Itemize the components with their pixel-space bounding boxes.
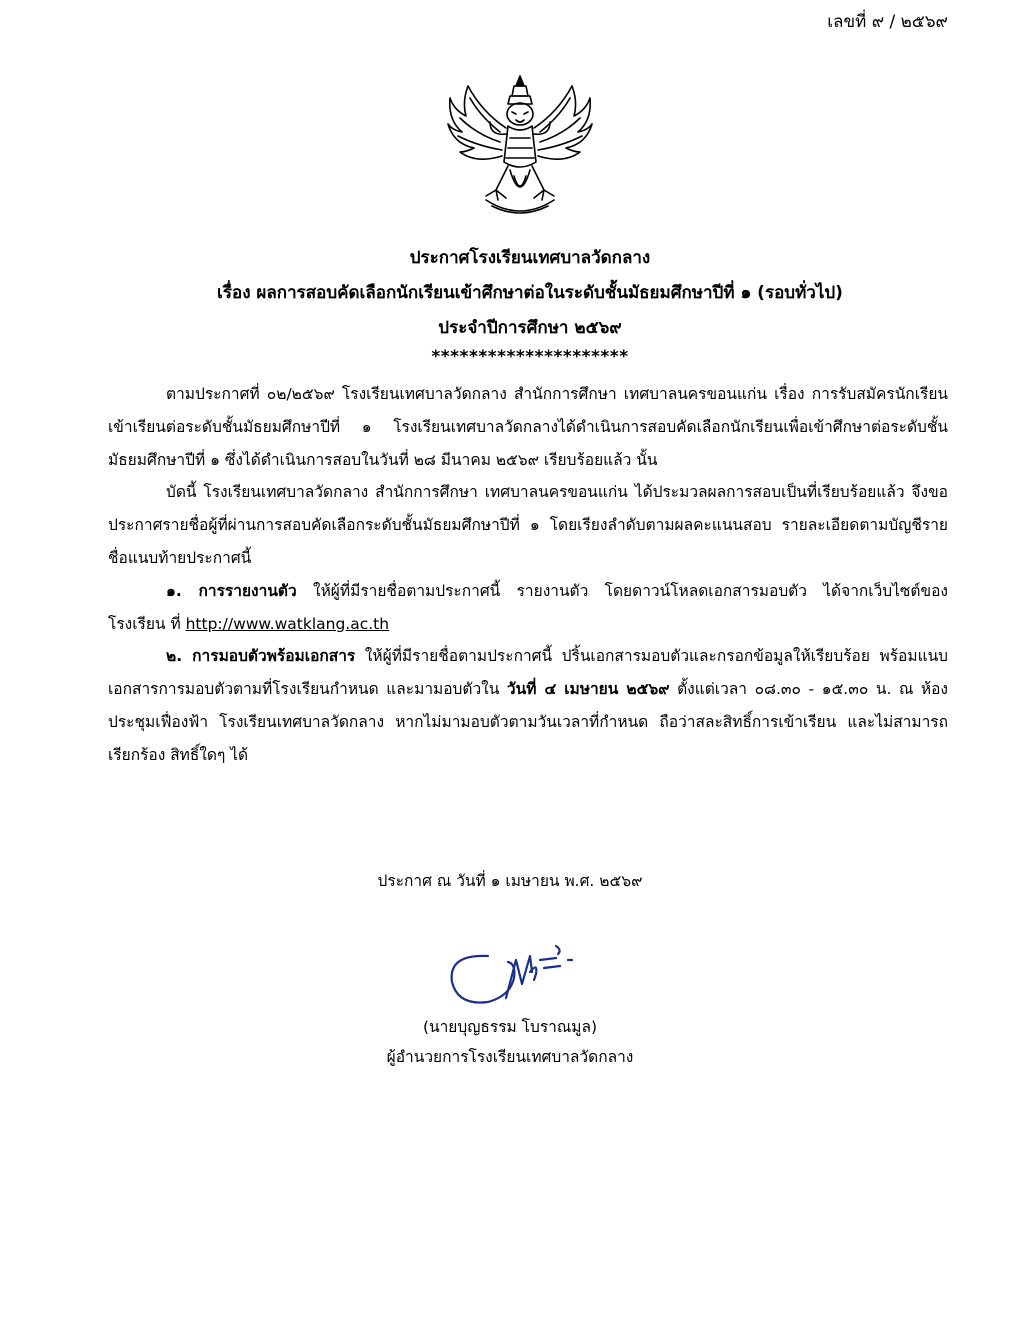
document-number: เลขที่ ๙ / ๒๕๖๙ — [827, 12, 948, 32]
academic-year: ประจำปีการศึกษา ๒๕๖๙ — [438, 318, 622, 338]
item-1-report — [108, 575, 948, 641]
signature-image — [444, 938, 584, 1010]
signer-name: (นายบุญธรรม โบราณมูล) — [422, 1018, 598, 1036]
item-2-text: ให้ผู้ที่มีรายชื่อตามประกาศนี้ ปริ้นเอกสารมอบตัวและกรอกข้อมูลให้เรียบร้อย พร้อมแนบเอกสารการมอบตัวตามที่โรงเรียนกำหนด และมามอบตัวใน — [108, 647, 948, 699]
item-1-text: ให้ผู้ที่มีรายชื่อตามประกาศนี้ รายงานตัว โดยดาวน์โหลดเอกสารมอบตัว ได้จากเว็บไซต์ของโรงเรียน ที่ — [108, 581, 948, 633]
paragraph-2: บัดนี้ โรงเรียนเทศบาลวัดกลาง สำนักการศึกษา เทศบาลนครขอนแก่น ได้ประมวลผลการสอบเป็นที่เรียบร้อยแล้ว จึงขอประกาศรายชื่อผู้ที่ผ่านการสอบคัดเลือกระดับชั้นมัธยมศึกษาปีที่ ๑ โดยเรียงลำดับตามผลคะแนนสอบ รายละเอียดตามบัญชีรายชื่อแนบท้ายประกาศนี้ — [108, 483, 948, 567]
school-website-link[interactable]: http://www.watklang.ac.th — [185, 614, 390, 633]
item-1-label: ๑. การรายงานตัว — [166, 581, 297, 600]
garuda-emblem-icon — [446, 72, 594, 224]
signer-position: ผู้อำนวยการโรงเรียนเทศบาลวัดกลาง — [386, 1048, 634, 1066]
item-2-text-cont: ตั้งแต่เวลา ๐๘.๓๐ - ๑๕.๓๐ น. ณ ห้องประชุมเฟื่องฟ้า โรงเรียนเทศบาลวัดกลาง หากไม่มามอบตัวตามวันเวลาที่กำหนด ถือว่าสละสิทธิ์การเข้าเรียน และไม่สามารถเรียกร้อง สิทธิ์ใดๆ ได้ — [108, 680, 948, 764]
item-2-enrollment — [108, 640, 948, 771]
announcement-body — [108, 378, 948, 772]
star-separator: ********************* — [431, 347, 629, 367]
item-2-date: วันที่ ๔ เมษายน ๒๕๖๙ — [506, 680, 670, 699]
paragraph-1: ตามประกาศที่ ๐๒/๒๕๖๙ โรงเรียนเทศบาลวัดกลาง สำนักการศึกษา เทศบาลนครขอนแก่น เรื่อง การรับสมัครนักเรียนเข้าเรียนต่อระดับชั้นมัธยมศึกษาปีที่ ๑ โรงเรียนเทศบาลวัดกลางได้ดำเนินการสอบคัดเลือกนักเรียนเพื่อเข้าศึกษาต่อระดับชั้นมัธยมศึกษาปีที่ ๑ ซึ่งได้ดำเนินการสอบในวันที่ ๒๘ มีนาคม ๒๕๖๙ เรียบร้อยแล้ว นั้น — [108, 385, 948, 469]
announcement-title: ประกาศโรงเรียนเทศบาลวัดกลาง — [409, 248, 651, 268]
announcement-subject: เรื่อง ผลการสอบคัดเลือกนักเรียนเข้าศึกษาต่อในระดับชั้นมัธยมศึกษาปีที่ ๑ (รอบทั่วไป) — [217, 283, 843, 303]
announce-date: ประกาศ ณ วันที่ ๑ เมษายน พ.ศ. ๒๕๖๙ — [377, 872, 643, 890]
item-2-label: ๒. การมอบตัวพร้อมเอกสาร — [166, 647, 356, 666]
